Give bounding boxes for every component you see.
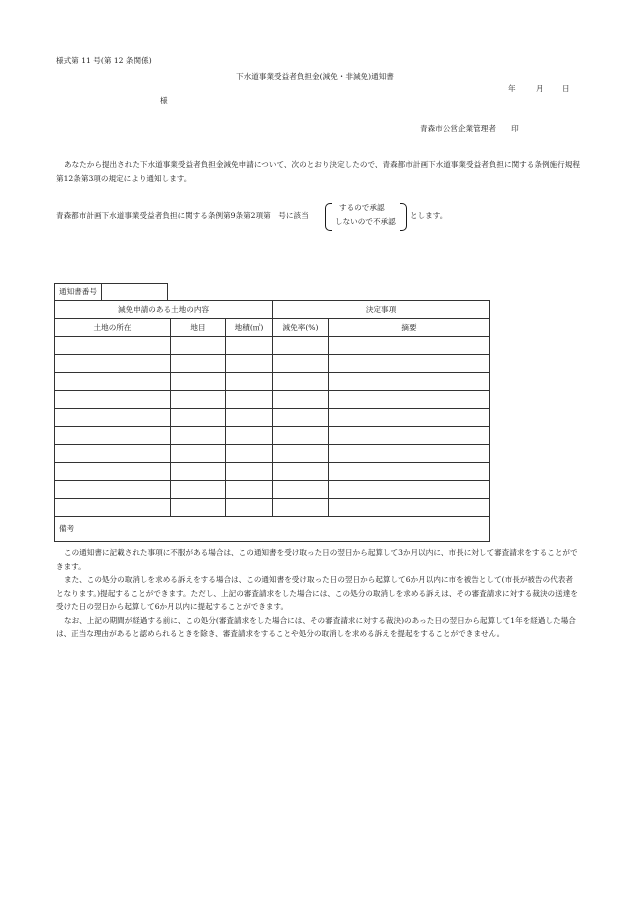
date-year-label: 年 — [508, 84, 516, 93]
col-land-area: 地積(㎡) — [226, 319, 273, 337]
table-cell[interactable] — [171, 373, 226, 391]
table-row — [55, 445, 490, 463]
table-cell[interactable] — [273, 373, 329, 391]
table-cell[interactable] — [329, 463, 490, 481]
note-paragraph: また、この処分の取消しを求める訴えをする場合は、この通知書を受け取った日の翌日から起算して6か月以内に市を被告として(市長が被告の代表者となります。)提起することができます。ただし、上記の審査請求をした場合には、この処分の取消しを求める訴えは、その審査請求に対する裁決の送達を受けた日の翌日から起算して6か月以内に提起することができます。 — [56, 575, 578, 611]
table-cell[interactable] — [171, 355, 226, 373]
table-body — [55, 337, 490, 517]
table-cell[interactable] — [171, 427, 226, 445]
table-cell[interactable] — [273, 427, 329, 445]
remarks-row — [55, 517, 490, 542]
table-cell[interactable] — [226, 463, 273, 481]
document-title: 下水道事業受益者負担金(減免・非減免)通知書 — [236, 72, 394, 81]
table-cell[interactable] — [55, 499, 171, 517]
table-cell[interactable] — [55, 445, 171, 463]
table-cell[interactable] — [329, 373, 490, 391]
table-cell[interactable] — [329, 355, 490, 373]
table-row — [55, 391, 490, 409]
date-month-label: 月 — [536, 84, 544, 93]
addressee-suffix: 様 — [160, 96, 168, 105]
table-cell[interactable] — [273, 337, 329, 355]
col-land-category: 地目 — [171, 319, 226, 337]
notes-section — [56, 546, 580, 641]
table-cell[interactable] — [171, 499, 226, 517]
option-reject: しないので不承認 — [335, 217, 396, 226]
notice-number-box — [54, 283, 168, 300]
col-summary: 摘要 — [329, 319, 490, 337]
table-cell[interactable] — [55, 409, 171, 427]
option-approve: するので承認 — [339, 203, 385, 212]
table-row — [55, 409, 490, 427]
table-cell[interactable] — [171, 463, 226, 481]
group-application-header: 減免申請のある土地の内容 — [55, 301, 273, 319]
table-cell[interactable] — [55, 481, 171, 499]
table-cell[interactable] — [226, 499, 273, 517]
decision-clause — [56, 202, 576, 232]
left-brace — [325, 203, 332, 231]
table-cell[interactable] — [226, 373, 273, 391]
table-cell[interactable] — [273, 409, 329, 427]
table-cell[interactable] — [226, 409, 273, 427]
table-group-header — [55, 301, 490, 319]
remarks-label: 備考 — [55, 517, 490, 542]
table-cell[interactable] — [273, 355, 329, 373]
note-paragraph: この通知書に記載された事項に不服がある場合は、この通知書を受け取った日の翌日から起算して3か月以内に、市長に対して審査請求をすることができます。 — [56, 548, 578, 571]
table-cell[interactable] — [226, 337, 273, 355]
table-cell[interactable] — [171, 481, 226, 499]
table-cell[interactable] — [55, 427, 171, 445]
form-number: 様式第 11 号(第 12 条関係) — [56, 56, 152, 65]
table-cell[interactable] — [55, 337, 171, 355]
table-cell[interactable] — [273, 391, 329, 409]
notice-number-field[interactable] — [101, 284, 169, 300]
table-cell[interactable] — [273, 481, 329, 499]
table-column-header — [55, 319, 490, 337]
intro-paragraph: あなたから提出された下水道事業受益者負担金減免申請について、次のとおり決定したので、青森都市計画下水道事業受益者負担に関する条例施行規程第12条第3項の規定により通知します。 — [56, 160, 580, 183]
table-row — [55, 355, 490, 373]
col-land-location: 土地の所在 — [55, 319, 171, 337]
table-cell[interactable] — [273, 445, 329, 463]
table-cell[interactable] — [226, 427, 273, 445]
table-row — [55, 463, 490, 481]
table-cell[interactable] — [55, 355, 171, 373]
table-cell[interactable] — [329, 409, 490, 427]
table-cell[interactable] — [329, 427, 490, 445]
table-cell[interactable] — [226, 481, 273, 499]
table-cell[interactable] — [329, 391, 490, 409]
table-cell[interactable] — [55, 463, 171, 481]
note-paragraph: なお、上記の期間が経過する前に、この処分(審査請求をした場合には、その審査請求に対する裁決)のあった日の翌日から起算して1年を経過した場合は、正当な理由があると認められるときを除き、審査請求をすることや処分の取消しを求める訴えを提起をすることができません。 — [56, 615, 576, 638]
table-cell[interactable] — [171, 445, 226, 463]
table-row — [55, 427, 490, 445]
col-reduction-rate: 減免率(%) — [273, 319, 329, 337]
group-decision-header: 決定事項 — [273, 301, 490, 319]
table-cell[interactable] — [55, 373, 171, 391]
table-cell[interactable] — [273, 463, 329, 481]
table-cell[interactable] — [171, 337, 226, 355]
table-cell[interactable] — [273, 499, 329, 517]
table-cell[interactable] — [171, 391, 226, 409]
table-cell[interactable] — [329, 481, 490, 499]
clause-suffix: とします。 — [410, 211, 448, 220]
notice-number-label: 通知書番号 — [59, 287, 97, 296]
decision-brace — [325, 202, 407, 230]
table-cell[interactable] — [226, 445, 273, 463]
table-row — [55, 481, 490, 499]
table-cell[interactable] — [329, 337, 490, 355]
date-day-label: 日 — [562, 84, 570, 93]
decision-table — [54, 300, 490, 542]
date-line — [0, 84, 630, 94]
table-cell[interactable] — [171, 409, 226, 427]
table-cell[interactable] — [329, 499, 490, 517]
table-cell[interactable] — [55, 391, 171, 409]
right-brace — [400, 203, 407, 231]
clause-prefix: 青森都市計画下水道事業受益者負担に関する条例第9条第2項第 号に該当 — [56, 211, 309, 220]
table-row — [55, 373, 490, 391]
table-row — [55, 337, 490, 355]
table-cell[interactable] — [226, 391, 273, 409]
issuer-signature: 青森市公営企業管理者 印 — [420, 124, 519, 133]
table-cell[interactable] — [329, 445, 490, 463]
table-cell[interactable] — [226, 355, 273, 373]
table-row — [55, 499, 490, 517]
